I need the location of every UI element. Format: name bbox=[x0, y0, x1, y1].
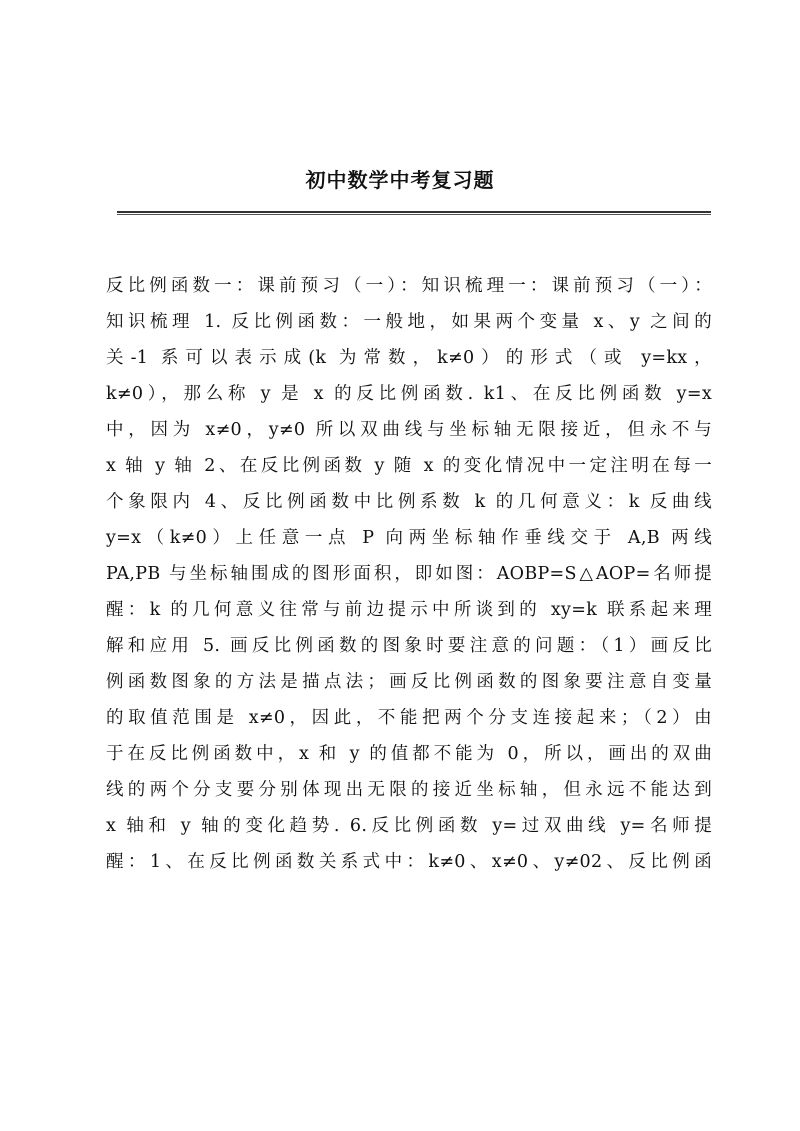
text-line: 的取值范围是 x≠0，因此，不能把两个分支连接起来；（2）由 bbox=[106, 708, 712, 728]
text-line: 例函数图象的方法是描点法；画反比例函数的图象要注意自变量 bbox=[106, 672, 712, 692]
text-line: 于在反比例函数中，x 和 y 的值都不能为 0，所以，画出的双曲 bbox=[106, 744, 712, 764]
text-line: k≠0），那么称 y 是 x 的反比例函数. k1、在反比例函数 y=x bbox=[106, 384, 712, 404]
text-line: 醒：k 的几何意义往常与前边提示中所谈到的 xy=k 联系起来理 bbox=[106, 600, 712, 620]
title-divider bbox=[117, 211, 711, 215]
text-line: 线的两个分支要分别体现出无限的接近坐标轴，但永远不能达到 bbox=[106, 780, 712, 800]
text-line: y=x（k≠0）上任意一点 P 向两坐标轴作垂线交于 A,B 两线 bbox=[106, 528, 712, 548]
text-line: 关-1 系可以表示成(k 为常数，k≠0）的形式（或 y=kx， bbox=[106, 348, 712, 368]
text-line: x 轴 y 轴 2、在反比例函数 y 随 x 的变化情况中一定注明在每一 bbox=[106, 456, 712, 476]
text-line: 个象限内 4、反比例函数中比例系数 k 的几何意义：k 反曲线 bbox=[106, 492, 712, 512]
text-line: PA,PB 与坐标轴围成的图形面积，即如图：AOBP=S△AOP=名师提 bbox=[106, 564, 712, 584]
body-text bbox=[106, 268, 712, 880]
text-line: 解和应用 5. 画反比例函数的图象时要注意的问题：（1）画反比 bbox=[106, 636, 712, 656]
text-line: 反比例函数一：课前预习（一）：知识梳理一：课前预习（一）： bbox=[106, 276, 712, 296]
text-line: x 轴和 y 轴的变化趋势. 6.反比例函数 y=过双曲线 y=名师提 bbox=[106, 816, 712, 836]
page-title: 初中数学中考复习题 bbox=[305, 168, 495, 192]
text-line: 知识梳理 1. 反比例函数：一般地，如果两个变量 x、y 之间的 bbox=[106, 312, 712, 332]
text-line: 中，因为 x≠0，y≠0 所以双曲线与坐标轴无限接近，但永不与 bbox=[106, 420, 712, 440]
text-line: 醒：1、在反比例函数关系式中：k≠0、x≠0、y≠02、反比例函 bbox=[106, 852, 712, 872]
